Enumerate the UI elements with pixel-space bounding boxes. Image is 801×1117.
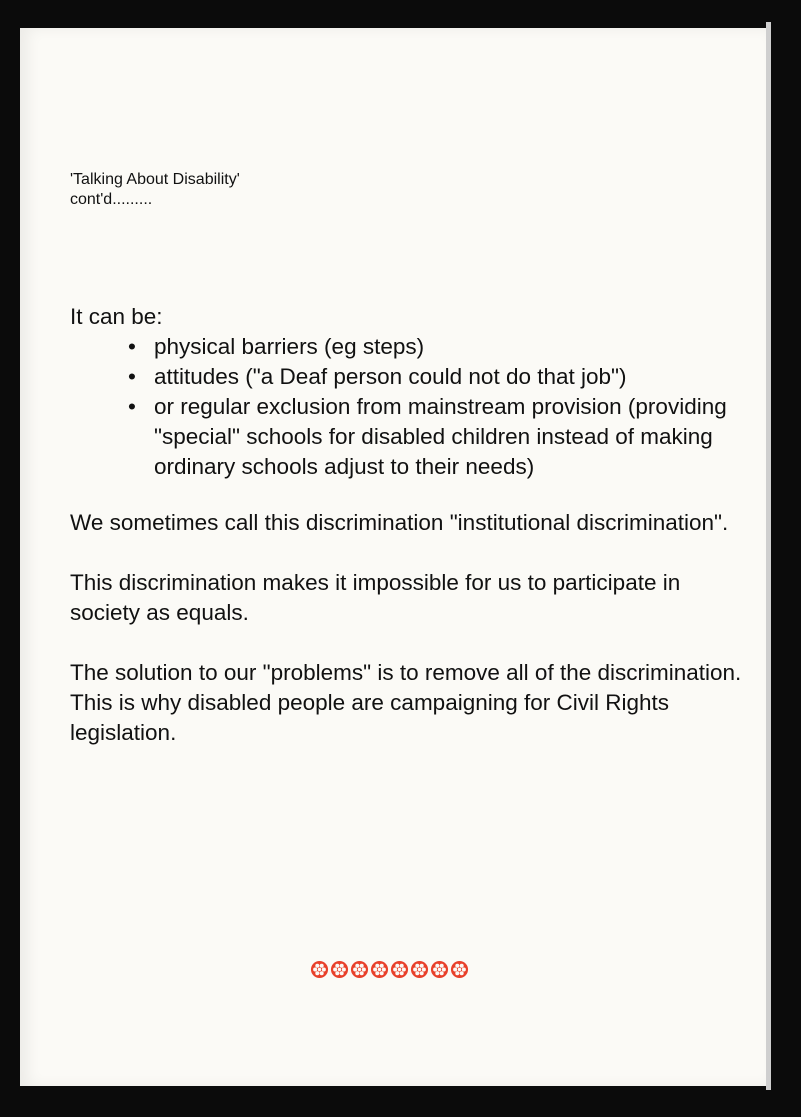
flower-icon	[330, 960, 349, 979]
list-item-text: attitudes ("a Deaf person could not do that job")	[154, 364, 627, 389]
intro-line: It can be:	[70, 304, 163, 329]
flower-icon	[410, 960, 429, 979]
page-edge	[766, 22, 771, 1090]
header-continued: cont'd.........	[70, 191, 153, 208]
bullet-icon: •	[128, 334, 136, 359]
flower-icon	[390, 960, 409, 979]
list-item	[128, 362, 750, 392]
header-title: 'Talking About Disability'	[70, 171, 240, 188]
flower-icon	[430, 960, 449, 979]
paragraph: We sometimes call this discrimination "institutional discrimination".	[70, 510, 729, 535]
flower-icon	[310, 960, 329, 979]
flower-icon	[350, 960, 369, 979]
list-item-text: physical barriers (eg steps)	[154, 334, 425, 359]
paragraph: This discrimination makes it impossible for us to participate in society as equals.	[70, 570, 681, 625]
bullet-list	[70, 332, 750, 482]
flower-icon	[450, 960, 469, 979]
list-item	[128, 332, 750, 362]
paragraph: The solution to our "problems" is to remove all of the discrimination. This is why disabled people are campaigning for Civil Rights legislation.	[70, 660, 742, 745]
list-item-text: or regular exclusion from mainstream provision (providing "special" schools for disabled children instead of making ordinary schools adjust to their needs)	[154, 394, 727, 479]
flower-icon	[370, 960, 389, 979]
bullet-icon: •	[128, 364, 136, 389]
ornament-divider	[310, 960, 469, 979]
main-text	[70, 302, 750, 778]
document-page	[20, 28, 766, 1086]
bullet-icon: •	[128, 394, 136, 419]
list-item	[128, 392, 750, 482]
page-header	[70, 170, 240, 210]
